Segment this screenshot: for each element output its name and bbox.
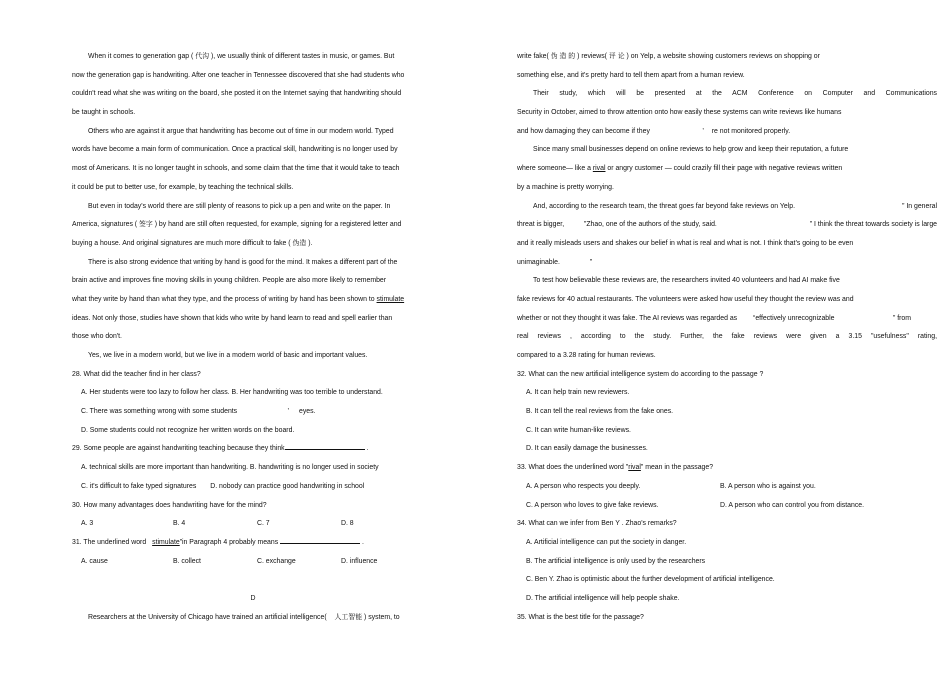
question-28-option-c [72,403,434,422]
passage-line: ideas. Not only those, studies have shown that kids who write by hand learn to read and spell earlier than [72,314,393,322]
option-d: D. A person who can control you from distance. [720,501,865,509]
passage-quote: “effectively unrecognizable [753,314,835,322]
question-34-stem: 34. What can we infer from Ben Y . Zhao's remarks? [517,520,677,528]
question-30-stem: 30. How many advantages does handwriting have for the mind? [72,501,267,509]
question-32-option-c: C. It can write human-like reviews. [526,426,631,434]
question-34-option-c: C. Ben Y. Zhao is optimistic about the further development of artificial intelligence. [526,576,775,584]
question-32-option-a: A. It can help train new reviewers. [526,389,630,397]
apostrophe-mark: ’ [702,127,704,135]
passage-line: Others who are against it argue that handwriting has become out of time in our modern world. Typed [88,127,394,135]
passage-text-end: ” I think the threat towards society is large [809,221,937,229]
passage-text: And, according to the research team, the threat goes far beyond fake reviews on Yelp. [533,202,796,210]
chinese-gloss: 人工智能 [334,613,363,621]
passage-line: But even in today's world there are still plenty of reasons to pick up a pen and write on the paper. In [88,202,391,210]
passage-line: There is also strong evidence that writing by hand is good for the mind. It makes a different part of the [88,258,398,266]
passage-line: write fake( 伪 造 的 ) reviews( 评 论 ) on Yelp, a website showing customers reviews on shopping or [517,53,820,60]
passage-line: To test how believable these reviews are, the researchers invited 40 volunteers and had AI make five [533,277,840,285]
apostrophe-mark: ’ [287,408,290,416]
passage-line: When it comes to generation gap ( 代沟 ), we usually think of different tastes in music, or games. But [88,53,395,60]
option-d: D. 8 [341,520,354,528]
question-text: 29. Some people are against handwriting teaching because they think [72,445,285,453]
right-column [517,48,937,627]
question-29-option-cd [72,478,434,497]
question-28-option-ab: A. Her students were too lazy to follow her class. B. Her handwriting was too terrible to understand. [81,389,383,397]
answer-blank [285,443,365,450]
passage-text: threat is bigger, [517,221,565,229]
answer-blank [280,537,360,544]
passage-line: fake reviews for 40 actual restaurants. The volunteers were asked how useful they thought the review was and [517,295,854,303]
option-b: B. 4 [173,520,186,528]
question-text: 31. The underlined word [72,538,147,546]
question-32-stem: 32. What can the new artificial intelligence system do according to the passage ? [517,370,764,378]
option-text: C. There was something wrong with some students [81,408,238,416]
option-c: C. exchange [257,557,296,565]
question-34-option-d: D. The artificial intelligence will help people shake. [526,594,680,602]
passage-line: compared to a 3.28 rating for human reviews. [517,352,656,359]
quote-mark: ” [589,258,593,266]
passage-text-end: ” In general [902,202,937,210]
passage-text: what they write by hand than what they type, and the process of writing by hand has been shown to [72,295,375,303]
question-35-stem: 35. What is the best title for the passage? [517,613,644,621]
passage-text: whether or not they thought it was fake. The AI reviews was regarded as [517,314,738,322]
option-d: D. nobody can practice good handwriting in school [210,482,365,490]
passage-line: words have become a main form of communication. Once a practical skill, handwriting is no longer used by [72,146,398,154]
passage-line: be taught in schools. [72,109,136,117]
passage-line [517,123,937,142]
question-28-option-d: D. Some students could not recognize her written words on the board. [81,426,295,434]
left-column [72,48,434,627]
passage-line: it could be put to better use, for example, by teaching the technical skills. [72,183,294,191]
passage-text: where someone— like a [517,165,591,173]
passage-line [517,254,937,273]
option-a: A. A person who respects you deeply. [526,482,641,490]
passage-line: Security in October, aimed to throw attention onto how easily these systems can write reviews like humans [517,109,842,117]
spacer [72,571,434,590]
underlined-word-stimulate: stimulate [152,538,180,546]
passage-line [72,609,434,628]
passage-text-end: ) system, to [364,613,400,621]
question-34-option-b: B. The artificial intelligence is only used by the researchers [526,557,706,565]
question-29-option-ab: A. technical skills are more important than handwriting. B. handwriting is no longer used in society [81,464,379,472]
passage-line: Since many small businesses depend on online reviews to help grow and keep their reputation, a future [533,146,849,154]
passage-line: most of Americans. It is no longer taught in schools, and some claim that the time that it would take to teach [72,165,400,173]
question-end: . [366,445,369,453]
option-c: C. 7 [257,520,270,528]
option-a: A. cause [81,557,108,565]
option-c: C. A person who loves to give fake reviews. [526,501,659,509]
question-text: 33. What does the underlined word " [517,464,629,472]
question-28-stem: 28. What did the teacher find in her class? [72,370,201,378]
question-32-option-d: D. It can easily damage the businesses. [526,445,648,453]
question-33-options-ab [517,478,937,497]
passage-line: real reviews , according to the study. Further, the fake reviews were given a 3.15 "usefulness" rating, [517,333,937,341]
passage-text-mid: ”Zhao, one of the authors of the study, said. [584,221,717,229]
question-33-stem [517,459,937,478]
passage-line: something else, and it's pretty hard to tell them apart from a human review. [517,71,745,79]
question-text-end: ”in Paragraph 4 probably means [179,538,279,546]
question-text-end: " mean in the passage? [640,464,714,472]
passage-line: Yes, we live in a modern world, but we live in a modern world of basic and important values. [88,352,368,359]
passage-line: and it really misleads users and shakes our belief in what is real and what is not. I think that’s going to be even [517,239,854,247]
passage-text-end: or angry customer — could crazily fill their page with negative reviews written [607,165,843,173]
passage-text: and how damaging they can become if they [517,127,650,135]
underlined-word-stimulate: stimulate [376,295,405,303]
underlined-word-rival: rival [592,165,606,173]
passage-text: Researchers at the University of Chicago have trained an artificial intelligence( [88,613,327,621]
option-d: D. influence [341,557,378,565]
option-b: B. A person who is against you. [720,482,816,490]
option-text-end: eyes. [298,408,316,416]
option-b: B. collect [173,557,201,565]
passage-line: by a machine is pretty worrying. [517,183,614,191]
passage-text-end: ” from [893,314,911,322]
passage-text-end: re not monitored properly. [711,127,791,135]
question-32-option-b: B. It can tell the real reviews from the fake ones. [526,408,674,416]
passage-line [72,291,434,310]
question-29-stem [72,440,434,459]
underlined-word-rival: rival [628,464,641,472]
passage-line: brain active and improves fine moving skills in young children. People are also more likely to remember [72,277,387,285]
passage-text: unimaginable. [517,258,560,266]
passage-line: those who don't. [72,333,122,341]
passage-line: Their study, which will be presented at the ACM Conference on Computer and Communications [533,90,937,98]
passage-line [517,216,937,235]
question-30-options [72,515,434,534]
passage-line: couldn't read what she was writing on the board, she posted it on the Internet saying that handwriting should [72,90,402,98]
question-end: . [362,538,364,546]
passage-line [517,160,937,179]
section-label: D [250,594,256,602]
question-33-options-cd [517,497,937,516]
option-c: C. it's difficult to fake typed signatures [81,482,197,490]
question-31-options [72,553,434,572]
question-31-stem [72,534,434,553]
question-34-option-a: A. Artificial intelligence can put the society in danger. [526,538,687,546]
option-a: A. 3 [81,520,94,528]
passage-line [517,198,937,217]
passage-line [517,310,937,329]
passage-line: now the generation gap is handwriting. After one teacher in Tennessee discovered that she had students who [72,71,405,79]
passage-line: buying a house. And original signatures are much more difficult to fake ( 伪造 ). [72,239,313,247]
passage-line: America, signatures ( 签字 ) by hand are still often requested, for example, signing for a registered letter and [72,221,402,229]
